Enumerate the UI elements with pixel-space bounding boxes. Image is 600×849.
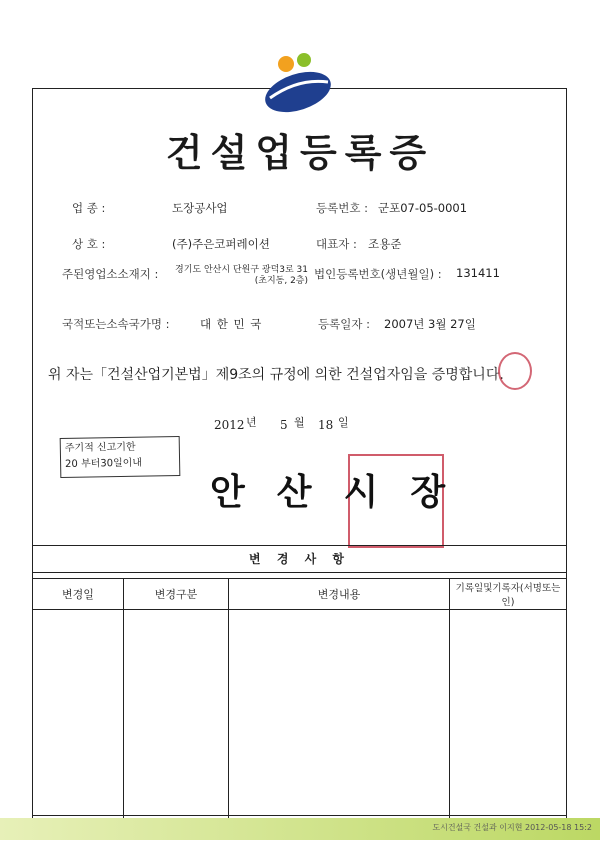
nationality-label: 국적또는소속국가명 : <box>62 317 170 331</box>
round-seal-icon <box>498 352 532 390</box>
table-cell <box>450 610 567 821</box>
footer-text: 도시건설국 건설과 이지현 2012-05-18 15:2 <box>432 823 592 832</box>
address-label: 주된영업소소재지 : <box>62 267 159 281</box>
reg-date-label: 등록일자 : <box>318 317 370 331</box>
company-value: (주)주은코퍼레이션 <box>172 237 270 251</box>
table-cell <box>229 610 450 821</box>
business-type-label: 업 종 : <box>72 201 106 215</box>
reg-no-label: 등록번호 : <box>316 201 368 215</box>
company-label: 상 호 : <box>72 237 106 251</box>
changes-table <box>32 578 567 821</box>
issue-day-unit: 일 <box>338 416 349 429</box>
document-title: 건설업등록증 <box>165 130 435 175</box>
reg-date-value: 2007년 3월 27일 <box>384 317 476 331</box>
address-line-1: 경기도 안산시 단원구 광덕3로 31 <box>175 265 308 275</box>
issue-year-unit: 년 <box>246 416 257 429</box>
nationality-value: 대 한 민 국 <box>200 317 263 331</box>
corp-no-value: 131411 <box>456 266 500 280</box>
stamp-line-1: 주기적 신고기한 <box>64 441 136 454</box>
issue-month-unit: 월 <box>294 416 305 429</box>
issue-day: 18 <box>318 418 334 432</box>
issue-month: 5 <box>280 418 288 432</box>
column-header: 기록일및기록자(서명또는인) <box>450 579 567 610</box>
changes-header: 변 경 사 항 <box>32 545 567 573</box>
stamp-line-2: 20 부터30일이내 <box>65 457 143 470</box>
column-header: 변경구분 <box>124 579 229 610</box>
table-cell <box>33 610 124 821</box>
corp-no-label: 법인등록번호(생년월일) : <box>314 267 442 281</box>
ceo-value: 조용준 <box>368 237 402 251</box>
government-logo-icon <box>258 52 338 118</box>
address-value <box>168 265 308 287</box>
address-line-2: (초지동, 2층) <box>254 276 308 286</box>
ceo-label: 대표자 : <box>316 237 357 251</box>
issuer-name: 안산시장 <box>210 472 478 513</box>
report-deadline-stamp <box>60 436 181 478</box>
certification-statement: 위 자는「건설산업기본법」제9조의 규정에 의한 건설업자임을 증명합니다. <box>48 367 504 383</box>
business-type-value: 도장공사업 <box>172 201 228 215</box>
table-cell <box>124 610 229 821</box>
issue-year: 2012 <box>214 418 245 432</box>
reg-no-value: 군포07-05-0001 <box>378 201 468 215</box>
column-header: 변경일 <box>33 579 124 610</box>
column-header: 변경내용 <box>229 579 450 610</box>
